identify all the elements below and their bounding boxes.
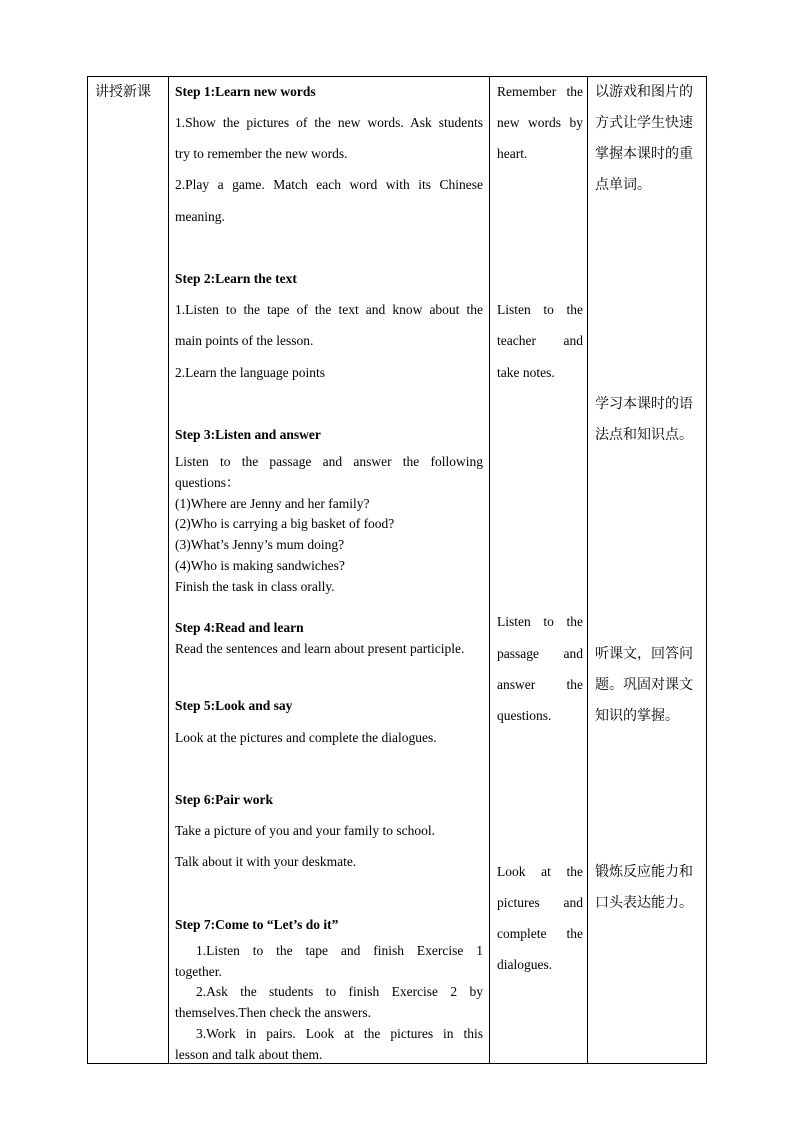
step-line: (2)Who is carrying a big basket of food? <box>175 516 395 531</box>
student-line: Remember the <box>497 84 583 99</box>
step-title: Step 7:Come to “Let’s do it” <box>175 917 339 932</box>
student-activity-cell <box>490 77 587 1063</box>
step-line: lesson and talk about them. <box>175 1047 323 1062</box>
student-line: dialogues. <box>497 957 553 972</box>
step-line: (4)Who is making sandwiches? <box>175 558 345 573</box>
step-line: main points of the lesson. <box>175 333 314 348</box>
step-line: together. <box>175 964 222 979</box>
student-line: answer the <box>497 677 583 692</box>
student-line: new words by <box>497 115 583 130</box>
step-line: 1.Listen to the tape of the text and know about the <box>175 302 483 317</box>
student-line: Listen to the <box>497 302 583 317</box>
step-line: Read the sentences and learn about present participle. <box>175 641 465 656</box>
step-line: 2.Learn the language points <box>175 365 325 380</box>
student-line: take notes. <box>497 365 555 380</box>
step-line: themselves.Then check the answers. <box>175 1005 372 1020</box>
step-title: Step 5:Look and say <box>175 698 293 713</box>
purpose-line: 题。巩固对课文 <box>595 677 693 693</box>
step-title: Step 6:Pair work <box>175 792 273 807</box>
step-line: Look at the pictures and complete the dialogues. <box>175 730 437 745</box>
step-line: questions： <box>175 475 240 490</box>
purpose-line: 以游戏和图片的 <box>595 84 693 100</box>
student-line: Look at the <box>497 864 583 879</box>
step-line: Take a picture of you and your family to school. <box>175 823 435 838</box>
student-line: questions. <box>497 708 552 723</box>
lesson-plan-table <box>87 76 707 1064</box>
purpose-line: 法点和知识点。 <box>595 427 693 443</box>
student-line: Listen to the <box>497 614 583 629</box>
step-line: Finish the task in class orally. <box>175 579 335 594</box>
step-line: Listen to the passage and answer the following <box>175 454 483 469</box>
section-label: 讲授新课 <box>95 84 151 100</box>
step-title: Step 4:Read and learn <box>175 620 304 635</box>
purpose-line: 学习本课时的语 <box>595 396 693 412</box>
step-line: 2.Play a game. Match each word with its Chinese <box>175 177 483 192</box>
step-line: (3)What’s Jenny’s mum doing? <box>175 537 345 552</box>
purpose-line: 听课文，回答问 <box>595 646 693 662</box>
step-line: meaning. <box>175 209 225 224</box>
step-title: Step 3:Listen and answer <box>175 427 321 442</box>
step-line: 1.Listen to the tape and finish Exercise 1 <box>196 943 483 958</box>
student-line: complete the <box>497 926 583 941</box>
step-title: Step 1:Learn new words <box>175 84 316 99</box>
student-line: pictures and <box>497 895 583 910</box>
step-line: 3.Work in pairs. Look at the pictures in this <box>196 1026 483 1041</box>
step-line: 1.Show the pictures of the new words. Ask students <box>175 115 483 130</box>
purpose-line: 知识的掌握。 <box>595 708 679 724</box>
purpose-cell <box>588 77 707 1063</box>
step-line: 2.Ask the students to finish Exercise 2 by <box>196 984 483 999</box>
purpose-line: 掌握本课时的重 <box>595 146 693 162</box>
student-line: passage and <box>497 646 583 661</box>
teacher-activity-cell <box>169 77 489 1063</box>
student-line: teacher and <box>497 333 583 348</box>
section-label-cell <box>88 77 168 1063</box>
purpose-line: 点单词。 <box>595 177 651 193</box>
step-title: Step 2:Learn the text <box>175 271 297 286</box>
purpose-line: 口头表达能力。 <box>595 895 693 911</box>
student-line: heart. <box>497 146 528 161</box>
purpose-line: 锻炼反应能力和 <box>595 864 693 880</box>
step-line: try to remember the new words. <box>175 146 348 161</box>
step-line: (1)Where are Jenny and her family? <box>175 496 370 511</box>
step-line: Talk about it with your deskmate. <box>175 854 357 869</box>
purpose-line: 方式让学生快速 <box>595 115 693 131</box>
